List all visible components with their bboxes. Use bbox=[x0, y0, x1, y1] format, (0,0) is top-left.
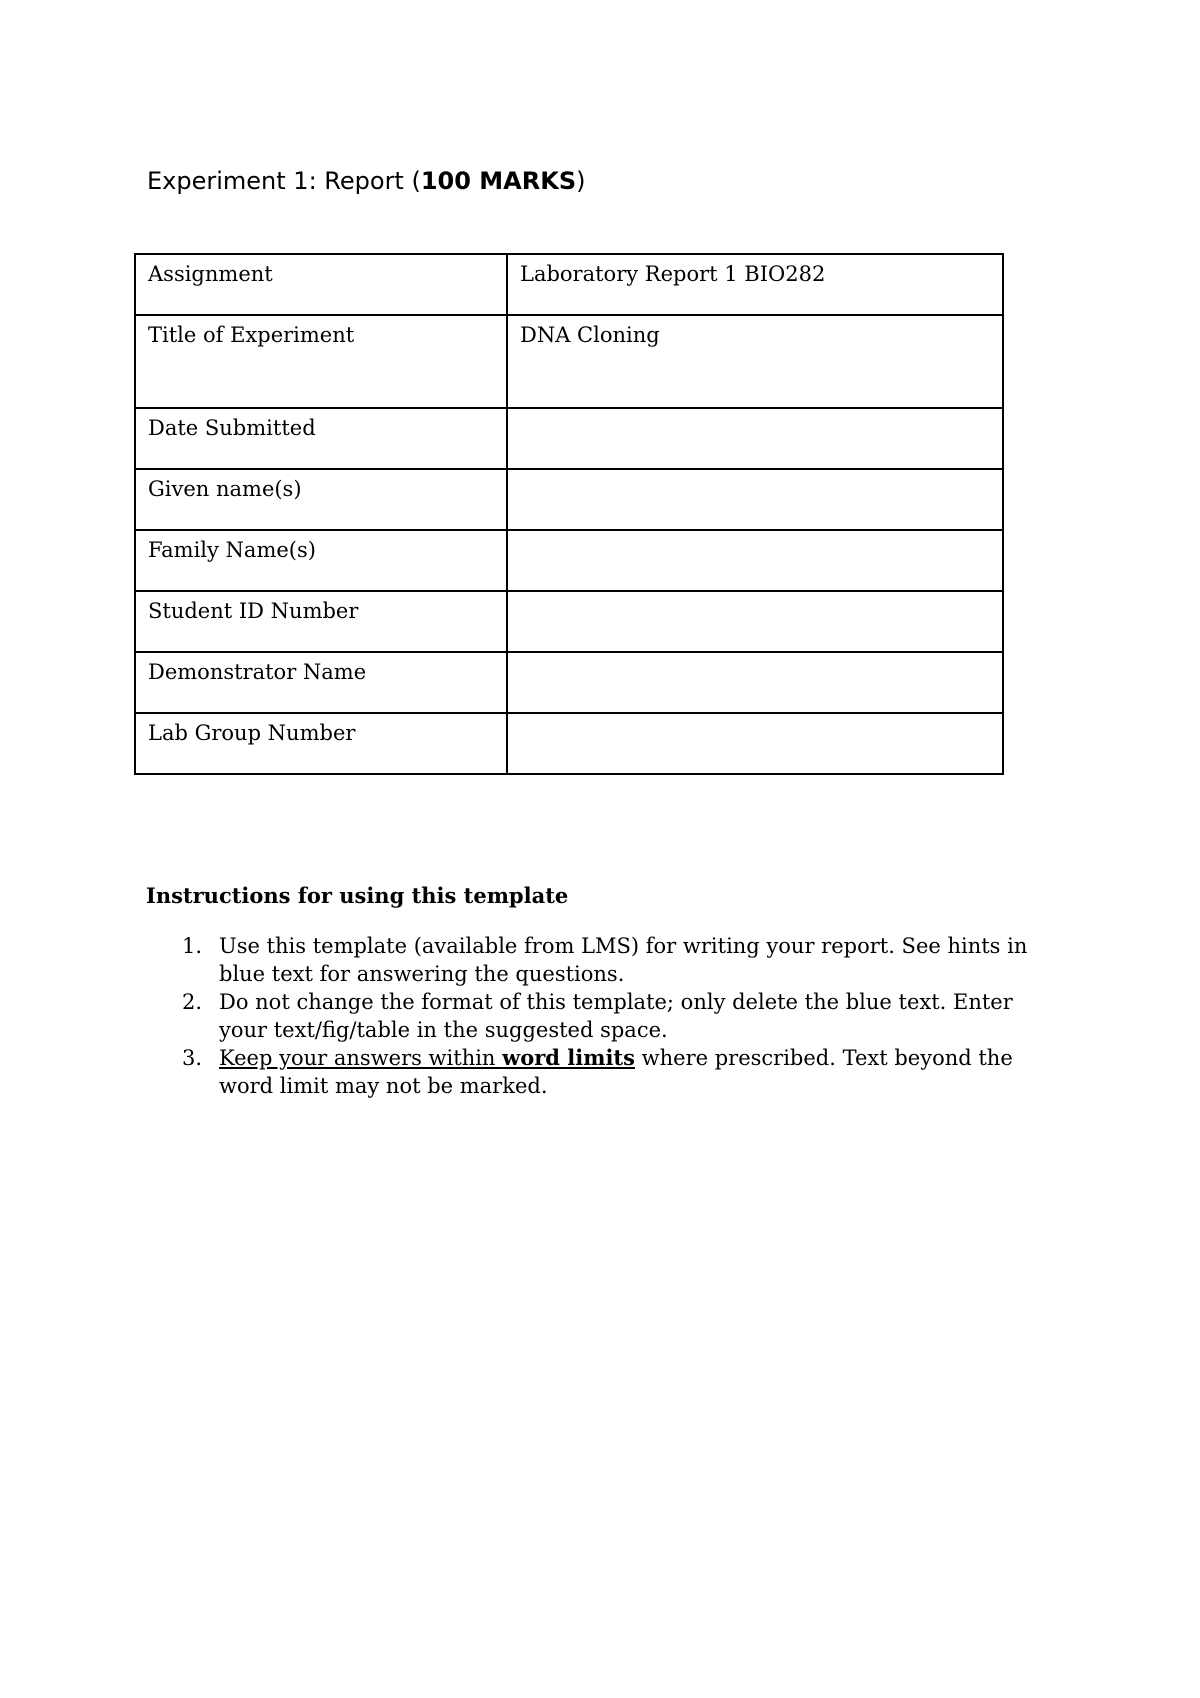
item-number: 3. bbox=[182, 1046, 203, 1070]
row-label: Demonstrator Name bbox=[135, 652, 507, 713]
title-marks: 100 MARKS bbox=[420, 167, 577, 195]
table-row bbox=[135, 315, 1003, 408]
table-row bbox=[135, 469, 1003, 530]
row-label: Date Submitted bbox=[135, 408, 507, 469]
instructions-heading: Instructions for using this template bbox=[146, 883, 569, 908]
table-row bbox=[135, 652, 1003, 713]
item-text: Do not change the format of this template; only delete the blue text. Enter your text/fig/table in the suggested space. bbox=[219, 990, 1013, 1042]
table-row bbox=[135, 408, 1003, 469]
title-prefix: Experiment 1: Report ( bbox=[147, 167, 421, 195]
row-label: Family Name(s) bbox=[135, 530, 507, 591]
table-row bbox=[135, 591, 1003, 652]
list-item bbox=[146, 932, 1066, 988]
instructions-list bbox=[146, 932, 1066, 1100]
item-number: 1. bbox=[182, 934, 203, 958]
row-value[interactable] bbox=[507, 652, 1003, 713]
row-value[interactable]: DNA Cloning bbox=[507, 315, 1003, 408]
list-item bbox=[146, 988, 1066, 1044]
item-text: where prescribed. Text beyond the word limit may not be marked. bbox=[219, 1046, 1013, 1098]
row-value[interactable] bbox=[507, 530, 1003, 591]
table-row bbox=[135, 530, 1003, 591]
table-row bbox=[135, 713, 1003, 774]
row-label: Title of Experiment bbox=[135, 315, 507, 408]
instructions-section bbox=[146, 882, 1066, 1100]
row-label: Lab Group Number bbox=[135, 713, 507, 774]
item-number: 2. bbox=[182, 990, 203, 1014]
row-label: Student ID Number bbox=[135, 591, 507, 652]
row-value[interactable] bbox=[507, 469, 1003, 530]
report-details-table bbox=[134, 253, 1004, 775]
row-value[interactable]: Laboratory Report 1 BIO282 bbox=[507, 254, 1003, 315]
row-value[interactable] bbox=[507, 591, 1003, 652]
page-title bbox=[147, 165, 586, 197]
row-value[interactable] bbox=[507, 408, 1003, 469]
row-label: Given name(s) bbox=[135, 469, 507, 530]
list-item bbox=[146, 1044, 1066, 1100]
table-row bbox=[135, 254, 1003, 315]
item-text: Use this template (available from LMS) for writing your report. See hints in blue text for answering the questions. bbox=[219, 934, 1028, 986]
title-suffix: ) bbox=[576, 167, 586, 195]
row-label: Assignment bbox=[135, 254, 507, 315]
item-underlined-text: Keep your answers within bbox=[219, 1046, 503, 1070]
item-word-limits: word limits bbox=[502, 1045, 635, 1070]
row-value[interactable] bbox=[507, 713, 1003, 774]
